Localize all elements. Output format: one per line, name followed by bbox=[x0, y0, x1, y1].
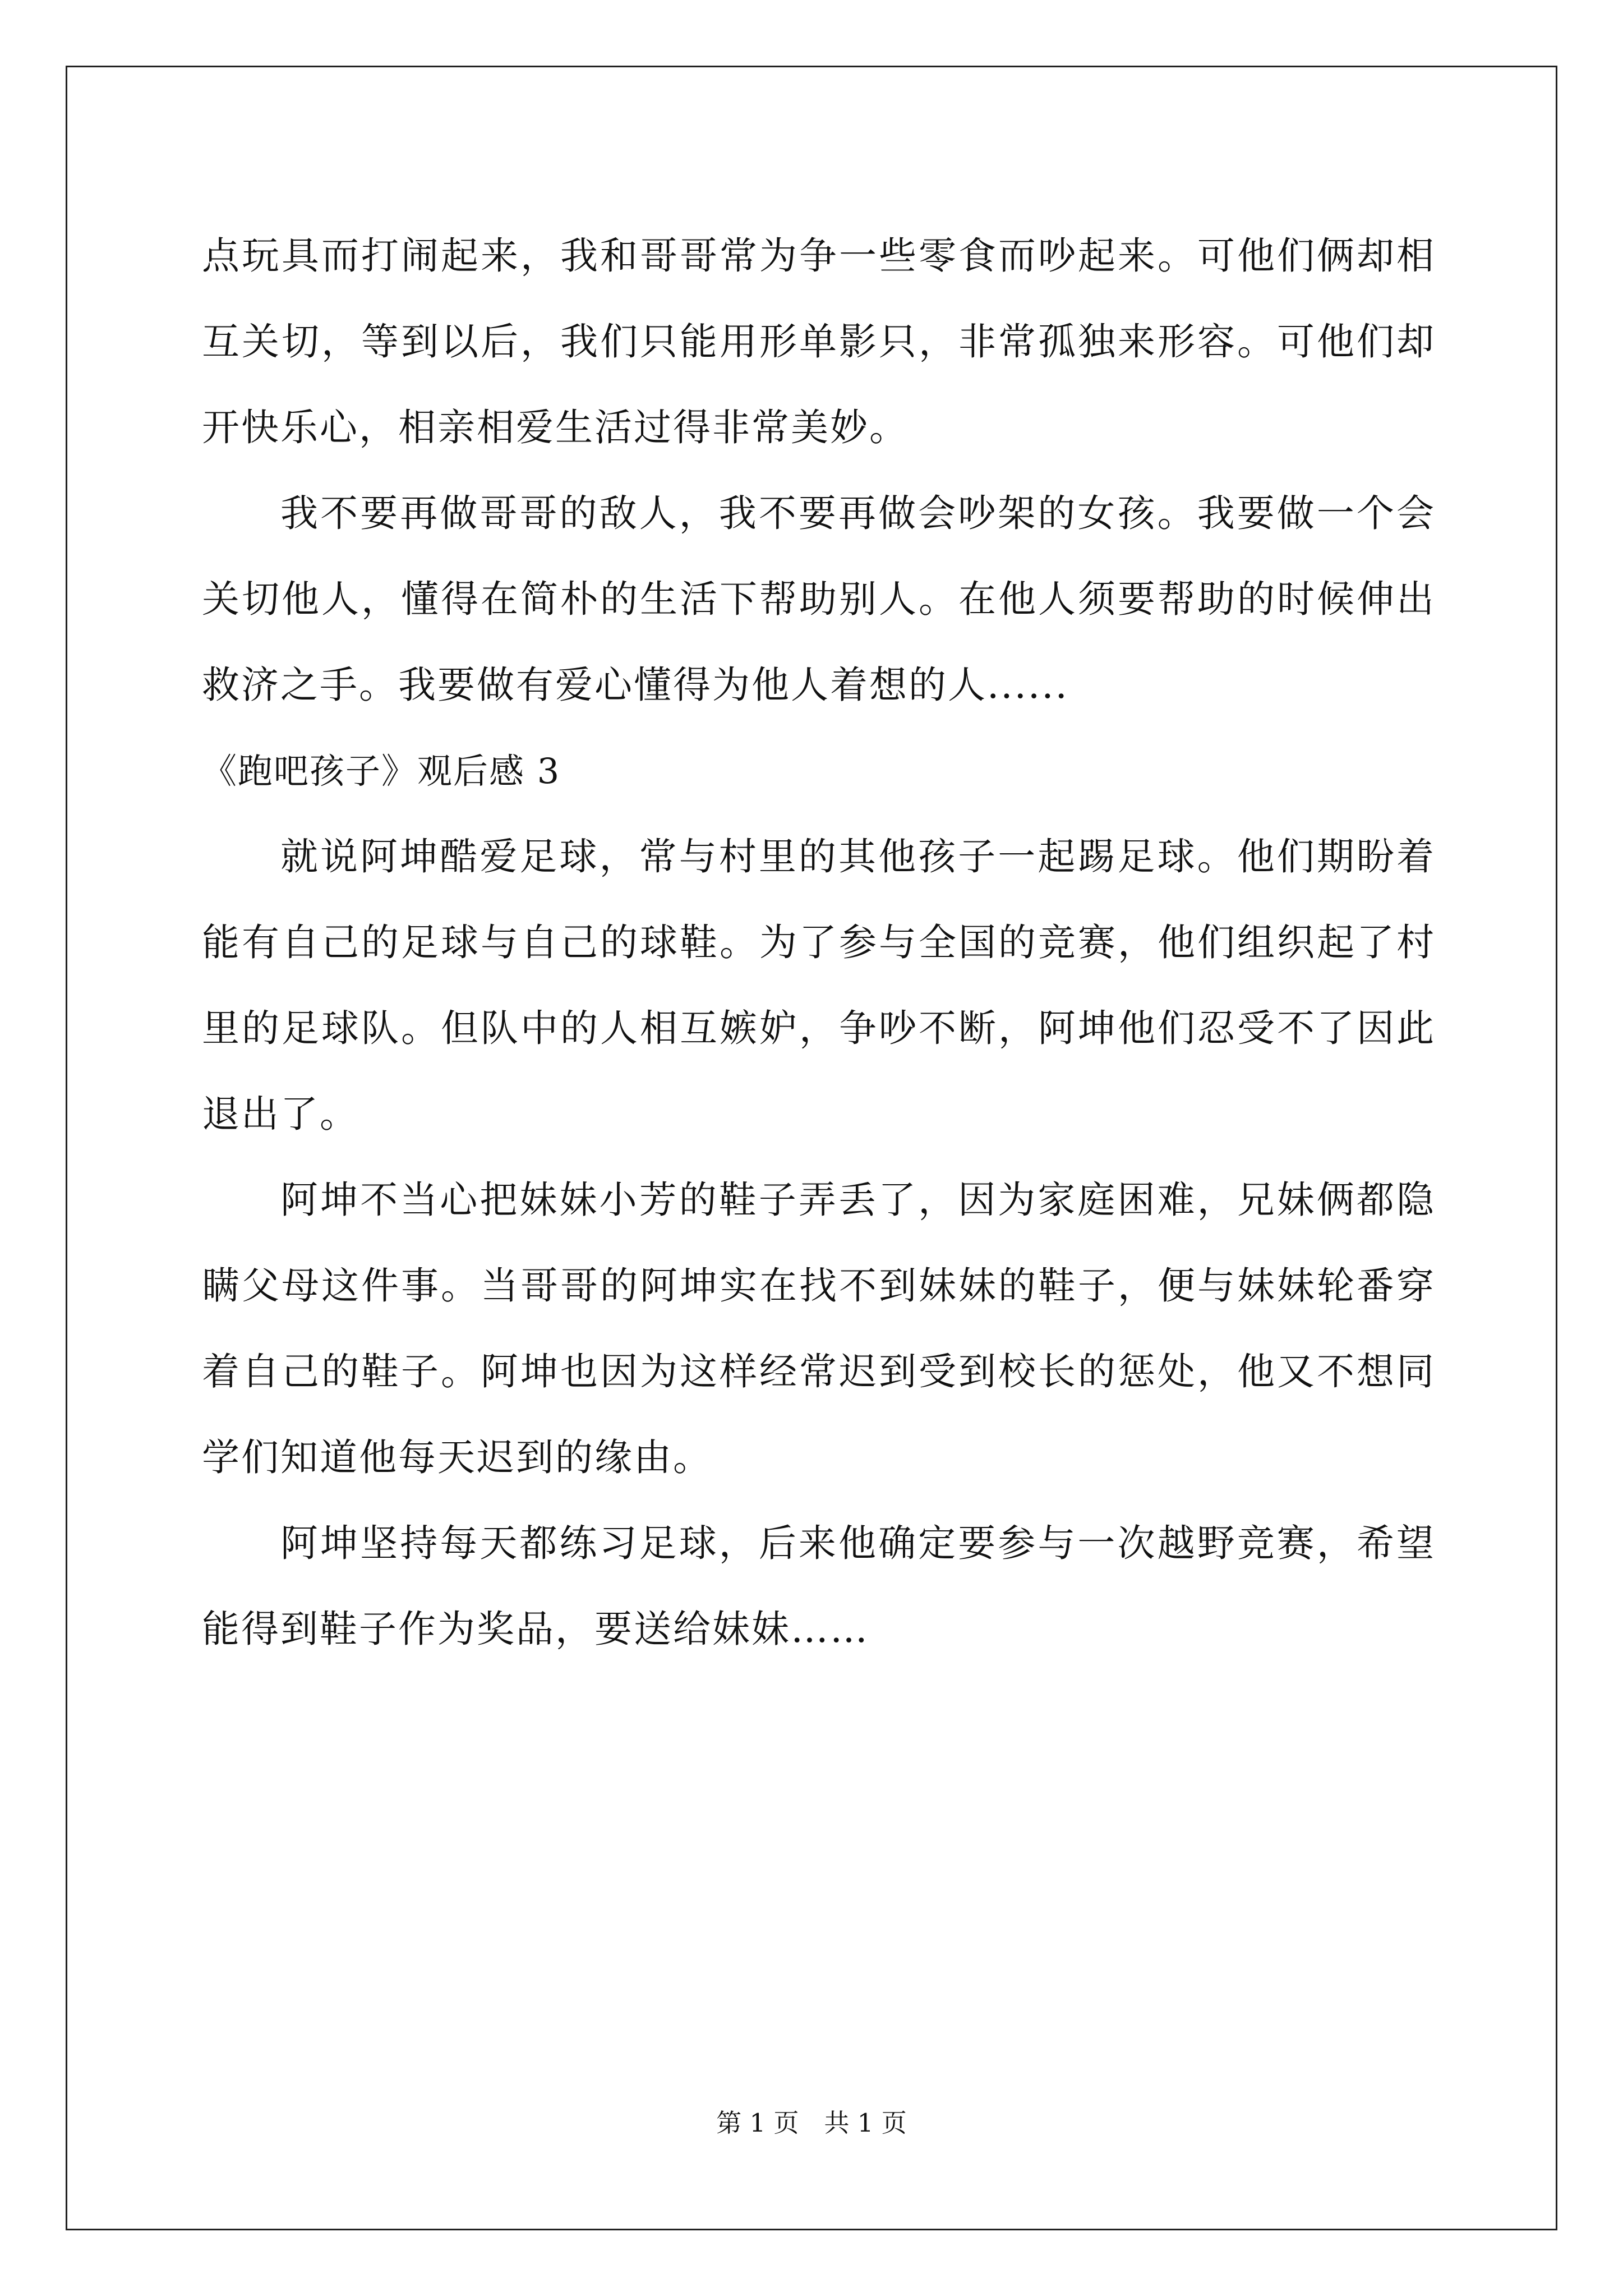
paragraph-1: 点玩具而打闹起来，我和哥哥常为争一些零食而吵起来。可他们俩却相互关切，等到以后，我们只能用形单影只，非常孤独来形容。可他们却开快乐心，相亲相爱生活过得非常美妙。 bbox=[202, 234, 1436, 449]
paragraph-3: 就说阿坤酷爱足球，常与村里的其他孩子一起踢足球。他们期盼着能有自己的足球与自己的球鞋。为了参与全国的竞赛，他们组织起了村里的足球队。但队中的人相互嫉妒，争吵不断，阿坤他们忍受不了因此退出了。 bbox=[202, 835, 1436, 1136]
page-footer: 第 1 页 共 1 页 bbox=[716, 2108, 907, 2138]
paragraph-4: 阿坤不当心把妹妹小芳的鞋子弄丢了，因为家庭困难，兄妹俩都隐瞒父母这件事。当哥哥的阿坤实在找不到妹妹的鞋子，便与妹妹轮番穿着自己的鞋子。阿坤也因为这样经常迟到受到校长的惩处，他又不想同学们知道他每天迟到的缘由。 bbox=[202, 1178, 1436, 1479]
document-body bbox=[202, 213, 1436, 1672]
paragraph-5: 阿坤坚持每天都练习足球，后来他确定要参与一次越野竞赛，希望能得到鞋子作为奖品，要送给妹妹…… bbox=[202, 1521, 1436, 1651]
section-heading: 《跑吧孩子》观后感 3 bbox=[202, 751, 561, 792]
paragraph-2: 我不要再做哥哥的敌人，我不要再做会吵架的女孩。我要做一个会关切他人，懂得在简朴的生活下帮助别人。在他人须要帮助的时候伸出救济之手。我要做有爱心懂得为他人着想的人...... bbox=[202, 491, 1436, 707]
